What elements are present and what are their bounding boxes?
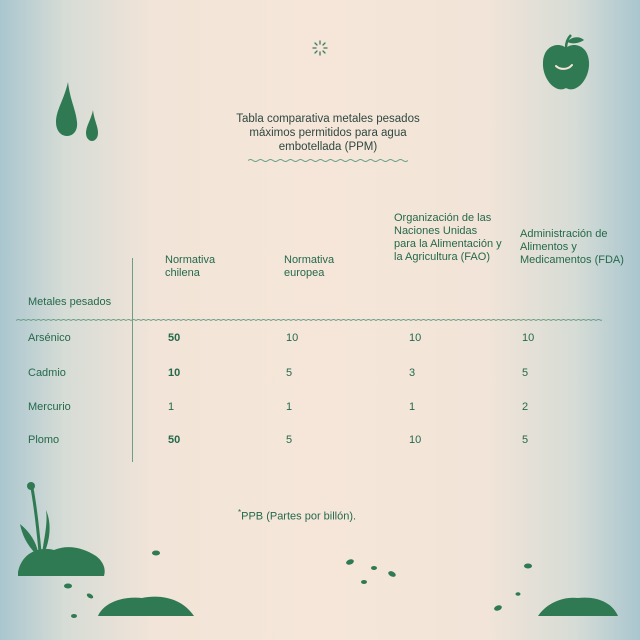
cell-arsenico-fao: 10 xyxy=(409,332,422,344)
title-underline xyxy=(248,158,408,163)
water-drop-icon xyxy=(84,110,100,142)
cell-cadmio-chilena: 10 xyxy=(168,367,181,379)
leaf-icon xyxy=(488,560,538,616)
footnote xyxy=(238,508,356,523)
cell-mercurio-fao: 1 xyxy=(409,401,416,413)
leaf-icon xyxy=(60,576,100,626)
column-header-fda: Administración de Alimentos y Medicamentos (FDA) xyxy=(520,228,624,266)
page-title: Tabla comparativa metales pesados máximos permitidos para agua embotellada (PPM) xyxy=(236,113,420,153)
row-label-cadmio: Cadmio xyxy=(28,367,66,379)
cell-arsenico-fda: 10 xyxy=(522,332,535,344)
cell-arsenico-chilena: 50 xyxy=(168,332,181,344)
apple-icon xyxy=(538,32,594,94)
leaf-icon xyxy=(340,556,400,586)
rock-icon xyxy=(96,590,196,620)
row-header-metales: Metales pesados xyxy=(28,296,112,308)
water-drop-icon xyxy=(52,82,80,138)
plant-icon xyxy=(18,480,108,580)
cell-plomo-fao: 10 xyxy=(409,434,422,446)
cell-plomo-chilena: 50 xyxy=(168,434,181,446)
footnote-mark: * xyxy=(238,508,242,517)
row-label-mercurio: Mercurio xyxy=(28,401,71,413)
row-label-arsenico: Arsénico xyxy=(28,332,71,344)
column-header-europea: Normativa europea xyxy=(284,254,335,279)
cell-cadmio-fda: 5 xyxy=(522,367,529,379)
rock-icon xyxy=(536,592,620,620)
row-label-plomo: Plomo xyxy=(28,434,60,446)
column-header-chilena: Normativa chilena xyxy=(165,254,216,279)
header-divider xyxy=(16,318,602,323)
leaf-icon xyxy=(150,548,162,558)
cell-plomo-fda: 5 xyxy=(522,434,529,446)
cell-cadmio-europea: 5 xyxy=(286,367,293,379)
column-header-fao: Organización de las Naciones Unidas para la Alimentación y la Agricultura (FAO) xyxy=(394,212,502,263)
column-divider xyxy=(132,258,133,462)
cell-cadmio-fao: 3 xyxy=(409,367,416,379)
cell-mercurio-fda: 2 xyxy=(522,401,529,413)
cell-arsenico-europea: 10 xyxy=(286,332,299,344)
cell-plomo-europea: 5 xyxy=(286,434,293,446)
footnote-text: PPB (Partes por billón). xyxy=(241,510,357,523)
cell-mercurio-chilena: 1 xyxy=(168,401,175,413)
cell-mercurio-europea: 1 xyxy=(286,401,293,413)
sparkle-icon xyxy=(312,40,328,56)
